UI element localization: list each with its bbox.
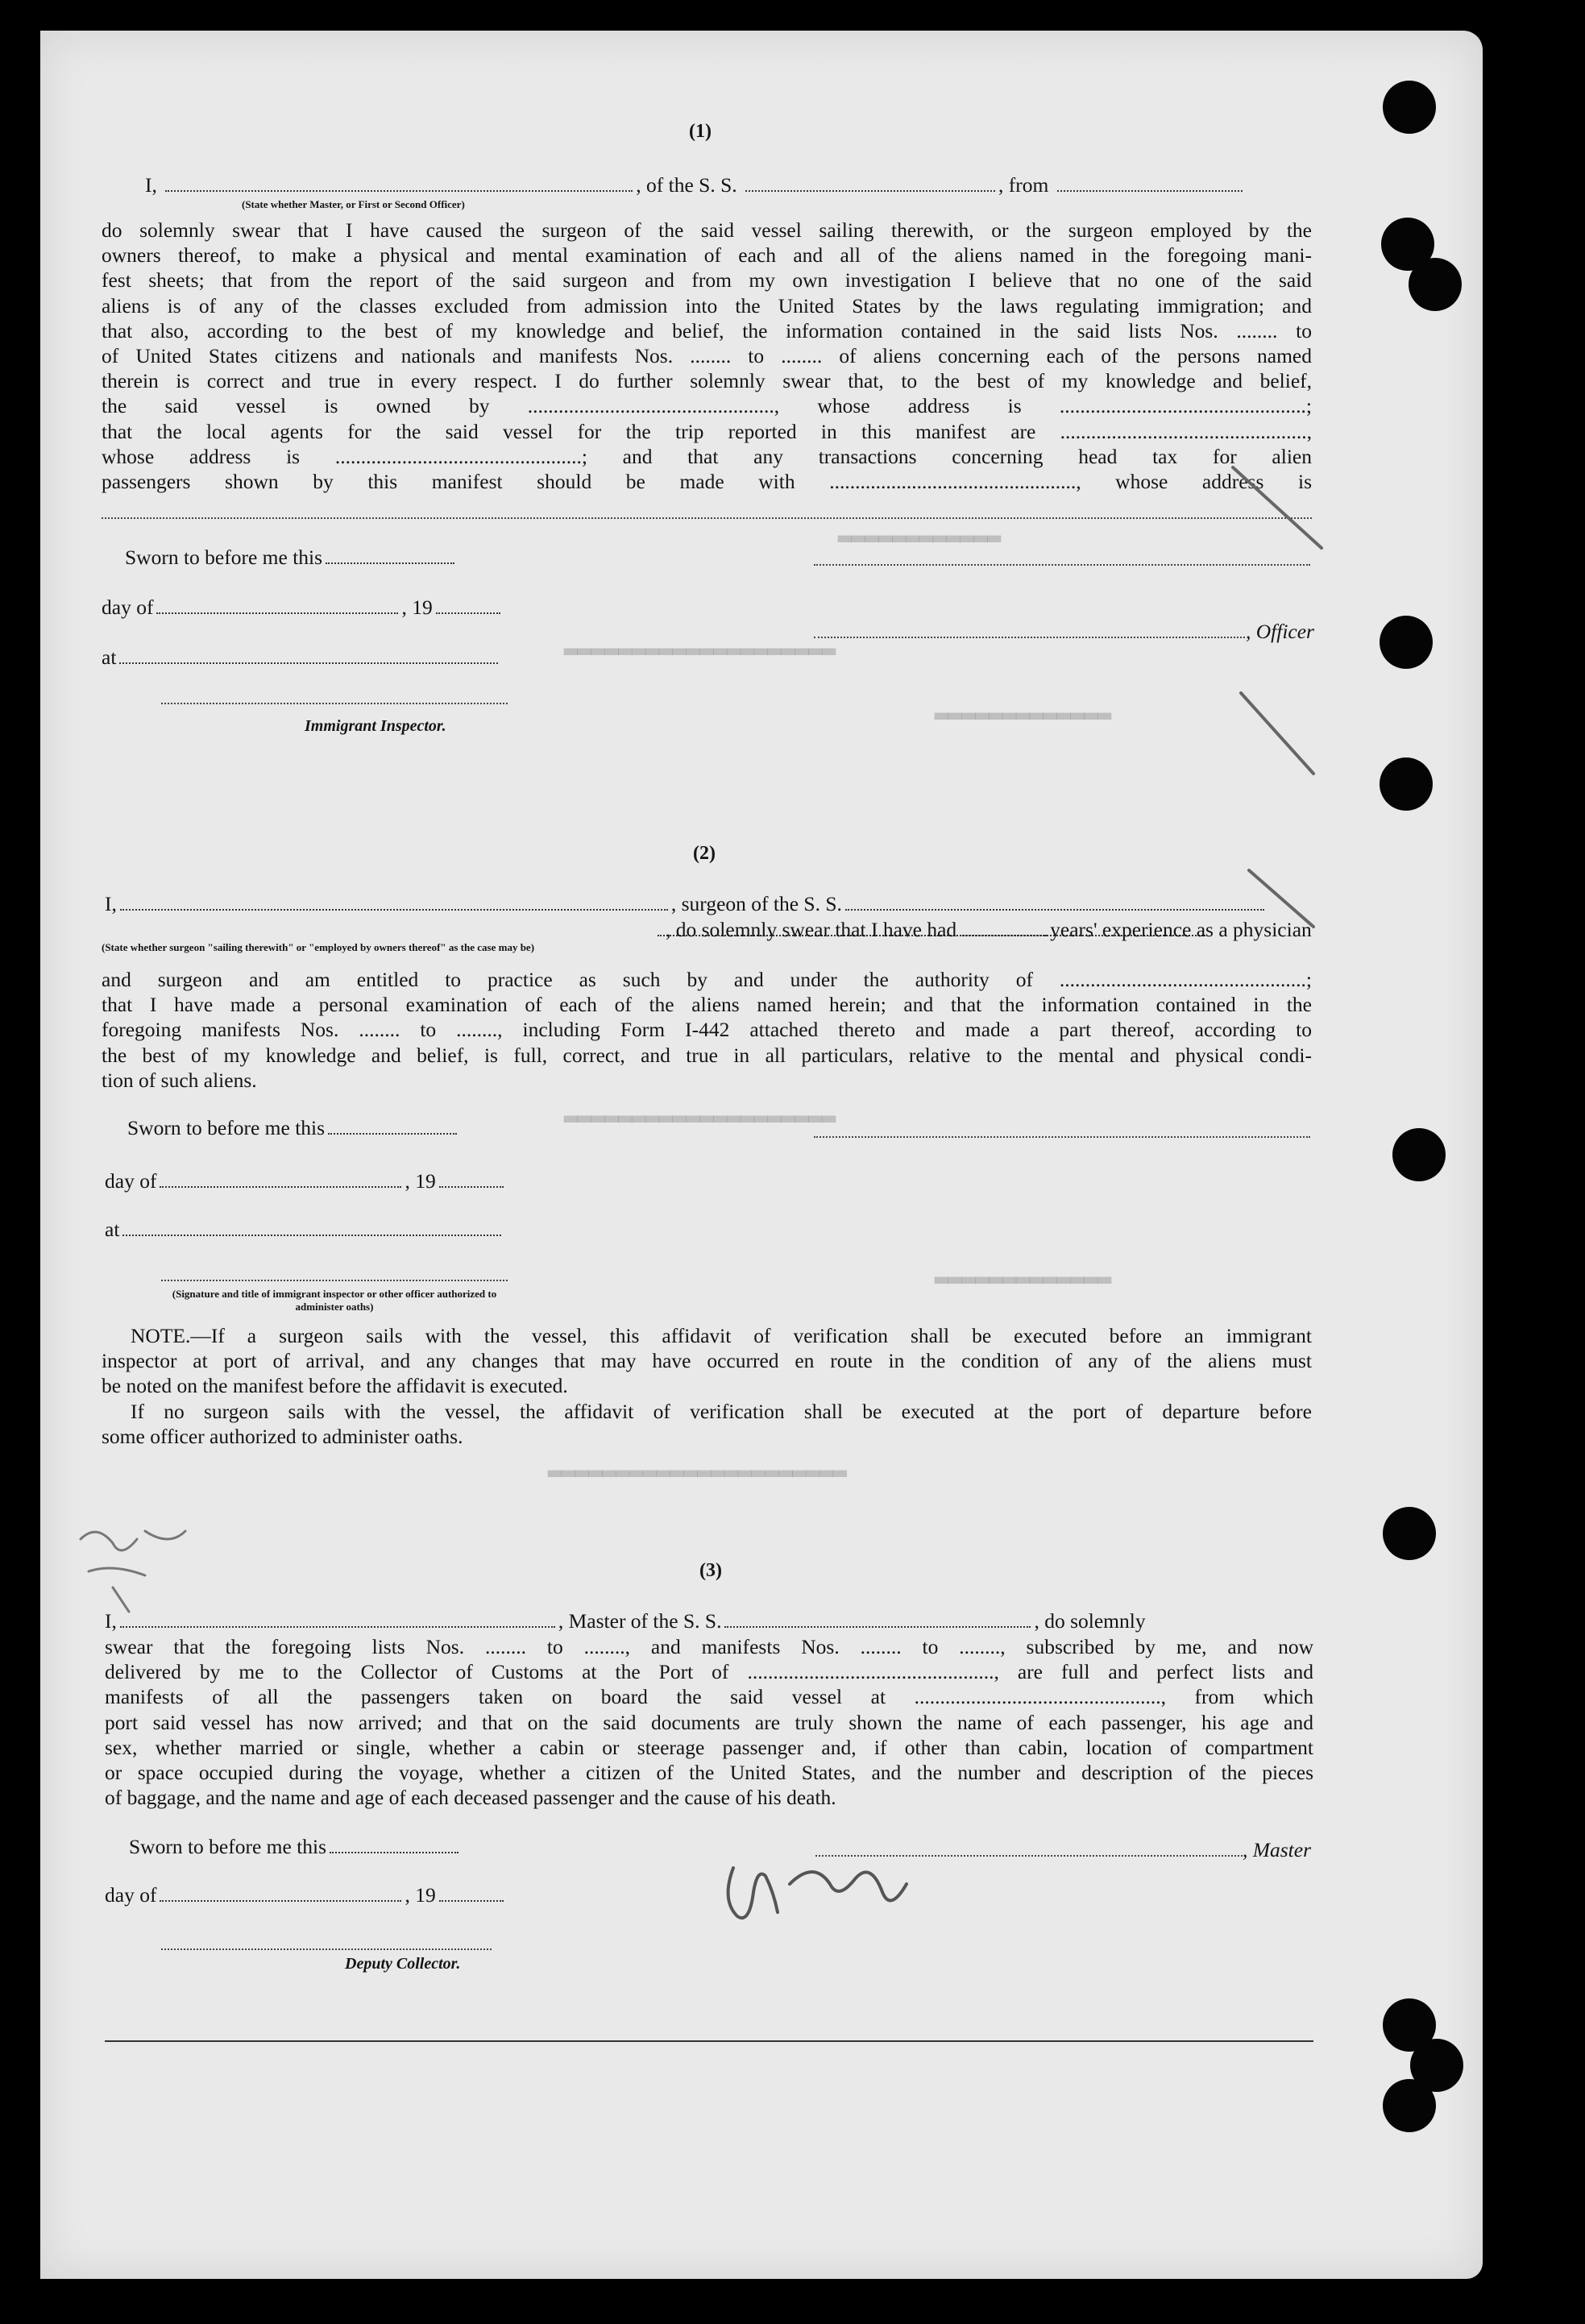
- punch-hole: [1392, 1128, 1446, 1181]
- bleed-through: ▂▂▂▂▂▂▂▂▂▂▂▂▂▂▂▂▂▂▂▂: [564, 632, 836, 657]
- section-1-note: (State whether Master, or First or Second Officer): [242, 198, 465, 210]
- from-label: , from: [998, 173, 1049, 197]
- section-2-note: (State whether surgeon "sailing therewith" or "employed by owners thereof" as the case may be): [102, 941, 535, 953]
- section-3-body: swear that the foregoing lists Nos. ........ to ........, and manifests Nos. ........ to ........, subscribed by me, and now delivered by me to the Collector of Customs at the Port of ................................................, are full and perfect lists and manifests of all the passengers taken on board the said vessel at ................................................, from which port said vessel has now arrived; and that on the said documents are truly shown the name of each passenger, his age and sex, whether married or single, whether a cabin or steerage passenger and, if other than cabin, location of compartment or space occupied during the voyage, whether a citizen of the United States, and the number and description of the pieces of baggage, and the name and age of each deceased passenger and the cause of his death.: [105, 1635, 1313, 1810]
- section-2-line2-text: , do solemnly swear that I have had years' experience as a physician: [666, 918, 1312, 941]
- section-2-body: and surgeon and am entitled to practice as such by and under the authority of ................................................; that I have made a personal examination of each of the aliens named herein; and that the information contained in the foregoing manifests Nos. ........ to ........, including Form I-442 attached thereto and made a part thereof, according to the best of my knowledge and belief, is full, correct, and true in all particulars, relative to the mental and physical condi- tion of such aliens.: [102, 968, 1312, 1092]
- section-3-day: day of , 19: [105, 1882, 507, 1907]
- section-2-heading: (2): [693, 843, 716, 864]
- section-2-sworn: Sworn to before me this: [127, 1115, 460, 1140]
- prefix: I,: [145, 173, 157, 197]
- section-1-line1: [145, 172, 1246, 197]
- punch-hole: [1380, 757, 1433, 811]
- note-label: NOTE.: [131, 1324, 191, 1347]
- section-1-sworn: Sworn to before me this: [125, 545, 458, 570]
- bleed-through: ▂▂▂▂▂▂▂▂▂▂▂▂▂: [935, 696, 1112, 721]
- section-2-signature-line: [161, 1280, 508, 1281]
- section-1-heading: (1): [689, 121, 712, 142]
- bottom-rule: [105, 2040, 1313, 2042]
- section-2-line1: I, , surgeon of the S. S.: [105, 891, 1268, 916]
- bleed-through: ▂▂▂▂▂▂▂▂▂▂▂▂▂▂▂▂▂▂▂▂▂▂: [548, 1454, 847, 1479]
- punch-hole: [1383, 1507, 1436, 1560]
- pencil-marks: [1225, 451, 1338, 935]
- inspector-label: Immigrant Inspector.: [305, 717, 446, 735]
- punch-hole: [1383, 2079, 1436, 2132]
- section-3-sworn: Sworn to before me this: [129, 1834, 462, 1859]
- bleed-through: ▂▂▂▂▂▂▂▂▂▂▂▂▂: [935, 1260, 1112, 1285]
- deputy-line: [161, 1948, 492, 1950]
- inspector-line: [161, 703, 508, 704]
- section-1-body: do solemnly swear that I have caused the surgeon of the said vessel sailing therewith, or the surgeon employed by the owners thereof, to make a physical and mental examination of each and all of the aliens named in the foregoing mani- fest sheets; that from the report of the said surgeon and from my own investigation I believe that no one of the said aliens is of any of the classes excluded from admission into the United States by the laws regulating immigration; and that also, according to the best of my knowledge and belief, the information contained in the said lists Nos. ........ to of United States citizens and nationals and manifests Nos. ........ to ........ of aliens concerning each of the persons named therein is correct and true in every respect. I do further solemnly swear that, to the best of my knowledge and belief, the said vessel is owned by ................................................, whose address is ................................................; that the local agents for the said vessel for the trip reported in this manifest are ................................................, whose address is ................................................; and that any transactions concerning head tax for alien passengers shown by this manifest should be made with ................................................, whose address is: [102, 218, 1312, 494]
- master-label: , Master: [1243, 1838, 1311, 1861]
- section-2-sign-line: [814, 1136, 1310, 1138]
- section-3-line1: I, , Master of the S. S. , do solemnly: [105, 1609, 1146, 1633]
- bleed-through: ▂▂▂▂▂▂▂▂▂▂▂▂: [838, 519, 1002, 544]
- punch-hole: [1383, 81, 1436, 134]
- deputy-label: Deputy Collector.: [345, 1955, 461, 1973]
- punch-hole: [1409, 258, 1462, 311]
- note-paragraph: NOTE.—If a surgeon sails with the vessel, this affidavit of verification shall be executed before an immigrant inspector at port of arrival, and any changes that may have occurred en route in the condition of any of the aliens must be noted on the manifest before the affidavit is executed.: [102, 1324, 1312, 1398]
- section-1-day: day of , 19: [102, 595, 504, 620]
- note2-paragraph: If no surgeon sails with the vessel, the affidavit of verification shall be executed at the port of departure before some officer authorized to administer oaths.: [102, 1400, 1312, 1449]
- section-1-at: at: [102, 645, 501, 670]
- vessel-label: , of the S. S.: [636, 173, 737, 197]
- signature-note: (Signature and title of immigrant inspector or other officer authorized to administer oaths): [172, 1288, 497, 1313]
- handwritten-signature: [717, 1836, 919, 1932]
- section-2-at: at: [105, 1217, 504, 1242]
- section-2-day: day of , 19: [105, 1168, 507, 1193]
- punch-hole: [1380, 616, 1433, 669]
- section-1-address-line: [102, 517, 1312, 519]
- bleed-through: ▂▂▂▂▂▂▂▂▂▂▂▂▂▂▂▂▂▂▂▂: [564, 1099, 836, 1124]
- officer-line: [814, 637, 1245, 638]
- section-3-heading: (3): [699, 1560, 722, 1581]
- handwritten-mark: [64, 1515, 201, 1620]
- officer-label: , Officer: [1246, 620, 1314, 643]
